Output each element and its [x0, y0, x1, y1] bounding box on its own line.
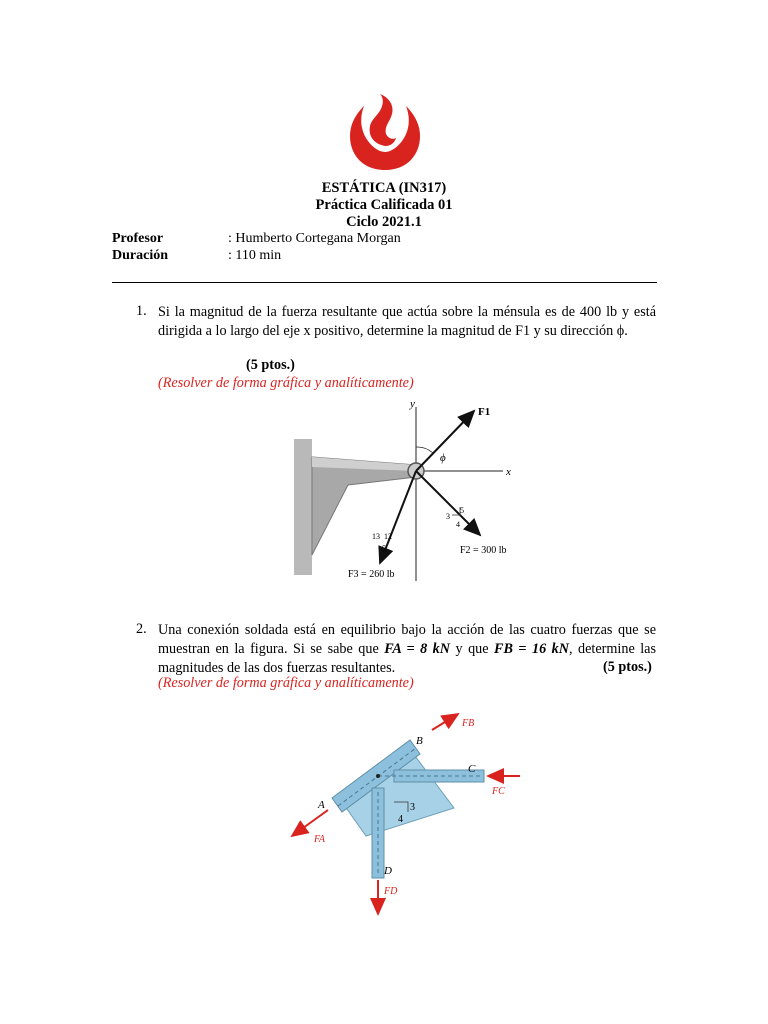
- phi-label: ϕ: [440, 452, 446, 464]
- point-c-label: C: [468, 763, 476, 775]
- x-axis-label: x: [506, 466, 511, 478]
- professor-label: Profesor: [112, 231, 164, 246]
- slope-f3-hyp: 13: [372, 532, 380, 541]
- slope-f3-b: 5: [382, 544, 386, 553]
- point-a-label: A: [318, 799, 325, 811]
- duration-value: : 110 min: [228, 248, 282, 263]
- bracket: [312, 457, 416, 555]
- question-1-points: (5 ptos.): [246, 357, 295, 373]
- fa-value: FA = 8 kN: [384, 641, 451, 657]
- question-2-number: 2.: [136, 621, 147, 637]
- professor-value: : Humberto Cortegana Morgan: [228, 231, 401, 246]
- slope-f2-b: 4: [456, 520, 460, 529]
- force-fb-arrow: [432, 714, 458, 730]
- slope-f3-a: 12: [384, 532, 392, 541]
- slope-f2-a: 3: [446, 512, 450, 521]
- duration-label: Duración: [112, 248, 168, 263]
- exam-title: ESTÁTICA (IN317): [321, 180, 447, 196]
- point-d-label: D: [384, 865, 392, 877]
- fb-value: FB = 16 kN: [494, 641, 569, 657]
- force-f2-label: F2 = 300 lb: [460, 545, 507, 556]
- force-f1-label: F1: [478, 406, 491, 418]
- point-b-label: B: [416, 735, 423, 747]
- question-1-number: 1.: [136, 303, 147, 319]
- slope-4: 4: [398, 814, 403, 825]
- question-2-text: Una conexión soldada está en equilibrio bajo la acción de las cuatro fuerzas que se muestran en la figura. Si se sabe que FA = 8 kN y que FB = 16 kN, determine las magnitudes de las dos fuerzas resultantes.: [158, 622, 656, 676]
- question-2-instruction: (Resolver de forma gráfica y analíticamente): [158, 675, 414, 691]
- force-f3-label: F3 = 260 lb: [348, 569, 395, 580]
- force-fc-label: FC: [492, 786, 505, 797]
- exam-subtitle: Práctica Calificada 01: [315, 197, 453, 213]
- wall: [294, 439, 312, 575]
- y-axis-label: y: [410, 398, 415, 410]
- slope-f2-hyp: 5: [460, 506, 464, 515]
- exam-cycle: Ciclo 2021.1: [346, 214, 422, 230]
- welded-connection-figure: [282, 712, 532, 922]
- force-fd-label: FD: [384, 886, 398, 897]
- force-fa-arrow: [292, 810, 328, 836]
- slope-3: 3: [410, 802, 415, 813]
- university-logo: [348, 92, 422, 172]
- force-fa-label: FA: [314, 834, 325, 845]
- question-1-text: Si la magnitud de la fuerza resultante que actúa sobre la ménsula es de 400 lb y está dirigida a lo largo del eje x positivo, determine la magnitud de F1 y su dirección ϕ.: [158, 304, 656, 339]
- header-divider: [112, 282, 657, 283]
- force-f2-arrow: [416, 471, 480, 535]
- bracket-figure: [288, 395, 528, 585]
- force-fb-label: FB: [462, 718, 475, 729]
- question-1-instruction: (Resolver de forma gráfica y analíticamente): [158, 375, 414, 391]
- question-2-points: (5 ptos.): [603, 659, 652, 675]
